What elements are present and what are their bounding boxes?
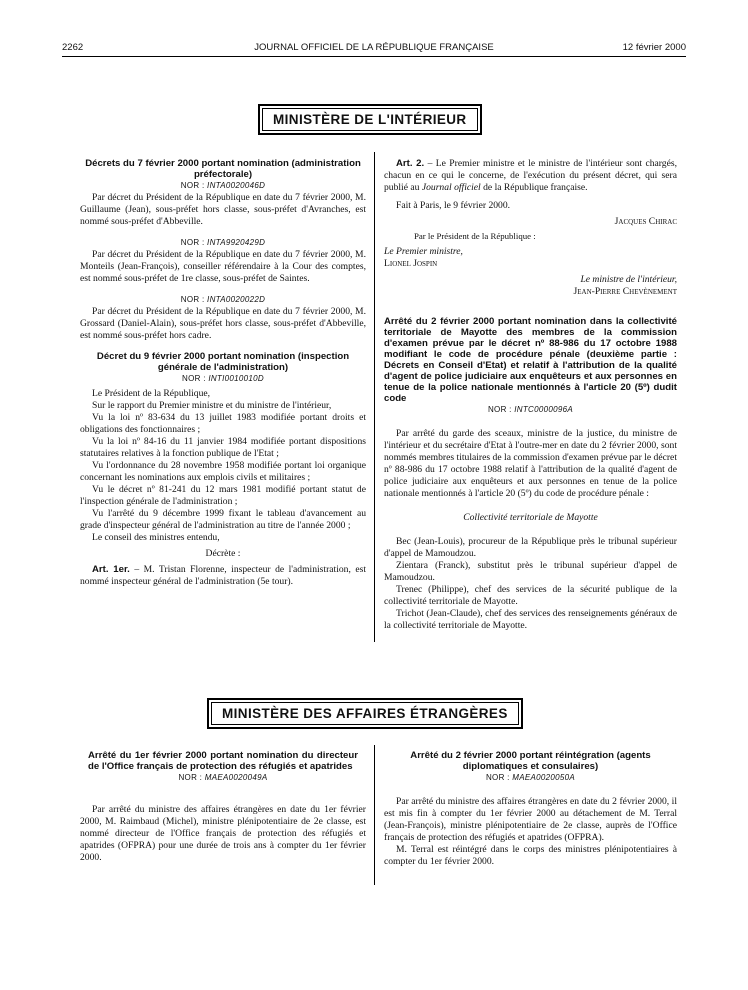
premier-ministre-title: Le Premier ministre,: [384, 246, 463, 257]
collectivite-heading: Collectivité territoriale de Mayotte: [463, 512, 598, 523]
decrets-title: Décrets du 7 février 2000 portant nomination (administration préfectorale): [85, 158, 361, 180]
visa-line: Sur le rapport du Premier ministre et du ministre de l'intérieur,: [92, 400, 332, 411]
visa-line: Vu l'arrêté du 9 décembre 1999 fixant le tableau d'avancement au grade d'inspecteur général de l'administration au titre de l'année 2000 ;: [80, 508, 366, 531]
affaires-left-column: [80, 750, 366, 864]
nor-label: NOR :: [178, 773, 203, 782]
nor-code: INTA0020046D: [207, 181, 266, 190]
nor-line-reintegration: [384, 772, 677, 784]
article-2-journal: Journal officiel: [421, 182, 481, 193]
arrete-reintegration-paragraph-2: M. Terral est réintégré dans le corps des ministres plénipotentiaires à compter du 1er février 2000.: [384, 844, 677, 867]
header-rule: [62, 56, 686, 57]
affaires-right-column: [384, 750, 677, 868]
nor-line-3: [80, 294, 366, 306]
nor-label: NOR :: [180, 295, 205, 304]
ministre-interieur-name: Jean-Pierre Chevènement: [573, 286, 677, 297]
member-entry: Trichot (Jean-Claude), chef des services des renseignements généraux de la collectivité territoriale de Mayotte.: [384, 608, 677, 631]
visa-line: Vu l'ordonnance du 28 novembre 1958 modifiée portant loi organique concernant les nominations aux emplois civils et militaires ;: [80, 460, 366, 483]
arrete-ofpra-paragraph: Par arrêté du ministre des affaires étrangères en date du 1er février 2000, M. Raimbaud (Michel), ministre plénipotentiaire de 2e classe, est nommé directeur de l'Office français de protection des réfugiés et apatrides (OFPRA) pour une durée de trois ans à compter du 1er février 2000.: [80, 804, 366, 863]
article-2-label: Art. 2.: [396, 158, 425, 169]
interieur-right-column: [384, 158, 677, 632]
par-le-president: Par le Président de la République :: [414, 231, 536, 241]
ministry-title-affaires-etrangeres: MINISTÈRE DES AFFAIRES ÉTRANGÈRES: [211, 702, 519, 725]
ministry-title-box-interieur: [258, 104, 482, 135]
member-entry: Zientara (Franck), substitut près le tribunal supérieur d'appel de Mamoudzou.: [384, 560, 677, 583]
nor-code: INTI0010010D: [208, 374, 264, 383]
nor-code: MAEA0020049A: [204, 773, 268, 782]
decret-title: Décret du 9 février 2000 portant nomination (inspection générale de l'administration): [96, 351, 350, 373]
nor-label: NOR :: [182, 374, 206, 383]
column-divider: [374, 745, 375, 885]
visa-line: Le Président de la République,: [92, 388, 211, 399]
issue-date: 12 février 2000: [622, 42, 686, 53]
decrete: Décrète :: [205, 548, 241, 559]
article-2-text-b: de la République française.: [480, 182, 588, 193]
article-1-label: Art. 1er.: [92, 564, 130, 575]
ministry-title-interieur: MINISTÈRE DE L'INTÉRIEUR: [262, 108, 478, 131]
nor-label: NOR :: [487, 405, 512, 414]
article-1-text: – M. Tristan Florenne, inspecteur de l'administration, est nommé inspecteur général de l'administration (5e tour).: [80, 564, 366, 587]
nor-line-4: [80, 373, 366, 385]
arrete-reintegration-title: Arrêté du 2 février 2000 portant réintégration (agents diplomatiques et consulaires): [410, 750, 651, 772]
premier-ministre-name: Lionel Jospin: [384, 258, 438, 269]
nor-code: MAEA0020050A: [512, 773, 576, 782]
column-divider: [374, 152, 375, 642]
interieur-left-column: [80, 158, 366, 588]
nor-line-mayotte: [384, 404, 677, 416]
visa-line: Vu la loi nº 84-16 du 11 janvier 1984 modifiée portant dispositions statutaires relatives à la fonction publique de l'Etat ;: [80, 436, 366, 459]
arrete-mayotte-title: Arrêté du 2 février 2000 portant nomination dans la collectivité territoriale de Mayotte des membres de la commission d'examen prévue par le décret nº 88-986 du 17 octobre 1988 modifiant le code de procédure pénale (deuxième partie : Décrets en Conseil d'Etat) et relatif à l'attribution de la qualité d'agent de police judiciaire aux enquêteurs et aux personnes en tenue de la police nationale mentionnés à l'article 20 (5º) dudit code: [384, 316, 677, 404]
ministry-title-box-affaires-etrangeres: [207, 698, 523, 729]
nor-line-ofpra: [80, 772, 366, 784]
nor-line-2: [80, 237, 366, 249]
arrete-reintegration-paragraph-1: Par arrêté du ministre des affaires étrangères en date du 2 février 2000, il est mis fin à compter du 1er février 2000 au détachement de M. Terral (Jean-François), ministre plénipotentiaire de 2e classe, auprès de l'Office français de protection des réfugiés et apatrides (OFPRA).: [384, 796, 677, 843]
arrete-ofpra-title: Arrêté du 1er février 2000 portant nomination du directeur de l'Office français de protection des réfugiés et apatrides: [88, 750, 358, 772]
visa-line: Vu le décret nº 81-241 du 12 mars 1981 modifié portant statut de l'inspection générale de l'administration ;: [80, 484, 366, 507]
arrete-mayotte-paragraph: Par arrêté du garde des sceaux, ministre de la justice, du ministre de l'intérieur et du secrétaire d'Etat à l'outre-mer en date du 2 février 2000, sont nommés membres titulaires de la commission d'examen prévue par le décret nº 88-986 du 17 octobre 1988 relatif à l'attribution de la qualité d'agent de police judiciaire aux enquêteurs et aux personnes en tenue de la police nationale mentionnés à l'article 20 (5º) du code de procédure pénale :: [384, 428, 677, 499]
nor-code: INTA0020022D: [207, 295, 266, 304]
member-entry: Trenec (Philippe), chef des services de la sécurité publique de la collectivité territoriale de Mayotte.: [384, 584, 677, 607]
visa-line: Vu la loi nº 83-634 du 13 juillet 1983 modifiée portant droits et obligations des fonctionnaires ;: [80, 412, 366, 435]
decret-paragraph-3: Par décret du Président de la République en date du 7 février 2000, M. Grossard (Daniel-Alain), sous-préfet hors classe, sous-préfet d'Abbeville, est nommé sous-préfet hors cadre.: [80, 306, 366, 341]
journal-title: JOURNAL OFFICIEL DE LA RÉPUBLIQUE FRANÇAISE: [254, 42, 494, 53]
nor-label: NOR :: [485, 773, 510, 782]
nor-line-1: [80, 180, 366, 192]
article-1: [80, 564, 366, 588]
member-entry: Bec (Jean-Louis), procureur de la République près le tribunal supérieur d'appel de Mamoudzou.: [384, 536, 677, 559]
decret-paragraph-1: Par décret du Président de la République en date du 7 février 2000, M. Guillaume (Jean), sous-préfet hors classe, sous-préfet d'Avranches, est nommé sous-préfet d'Abbeville.: [80, 192, 366, 227]
fait-a-paris: Fait à Paris, le 9 février 2000.: [396, 200, 511, 211]
ministre-interieur-title: Le ministre de l'intérieur,: [580, 274, 677, 285]
article-2: [384, 158, 677, 194]
visa-line: Le conseil des ministres entendu,: [92, 532, 220, 543]
signature-president: Jacques Chirac: [614, 216, 677, 227]
article-2-text-a: – Le Premier ministre et le ministre de l'intérieur sont chargés, chacun en ce qui le concerne, de l'exécution du présent décret, qui sera publié au: [384, 158, 677, 193]
page-number: 2262: [62, 42, 84, 53]
nor-label: NOR :: [180, 238, 205, 247]
nor-code: INTC0000096A: [514, 405, 573, 414]
nor-code: INTA9920429D: [207, 238, 266, 247]
decret-paragraph-2: Par décret du Président de la République en date du 7 février 2000, M. Monteils (Jean-François), conseiller référendaire à la Cour des comptes, est nommé sous-préfet de 1re classe, sous-préfet de Saintes.: [80, 249, 366, 284]
nor-label: NOR :: [180, 181, 205, 190]
